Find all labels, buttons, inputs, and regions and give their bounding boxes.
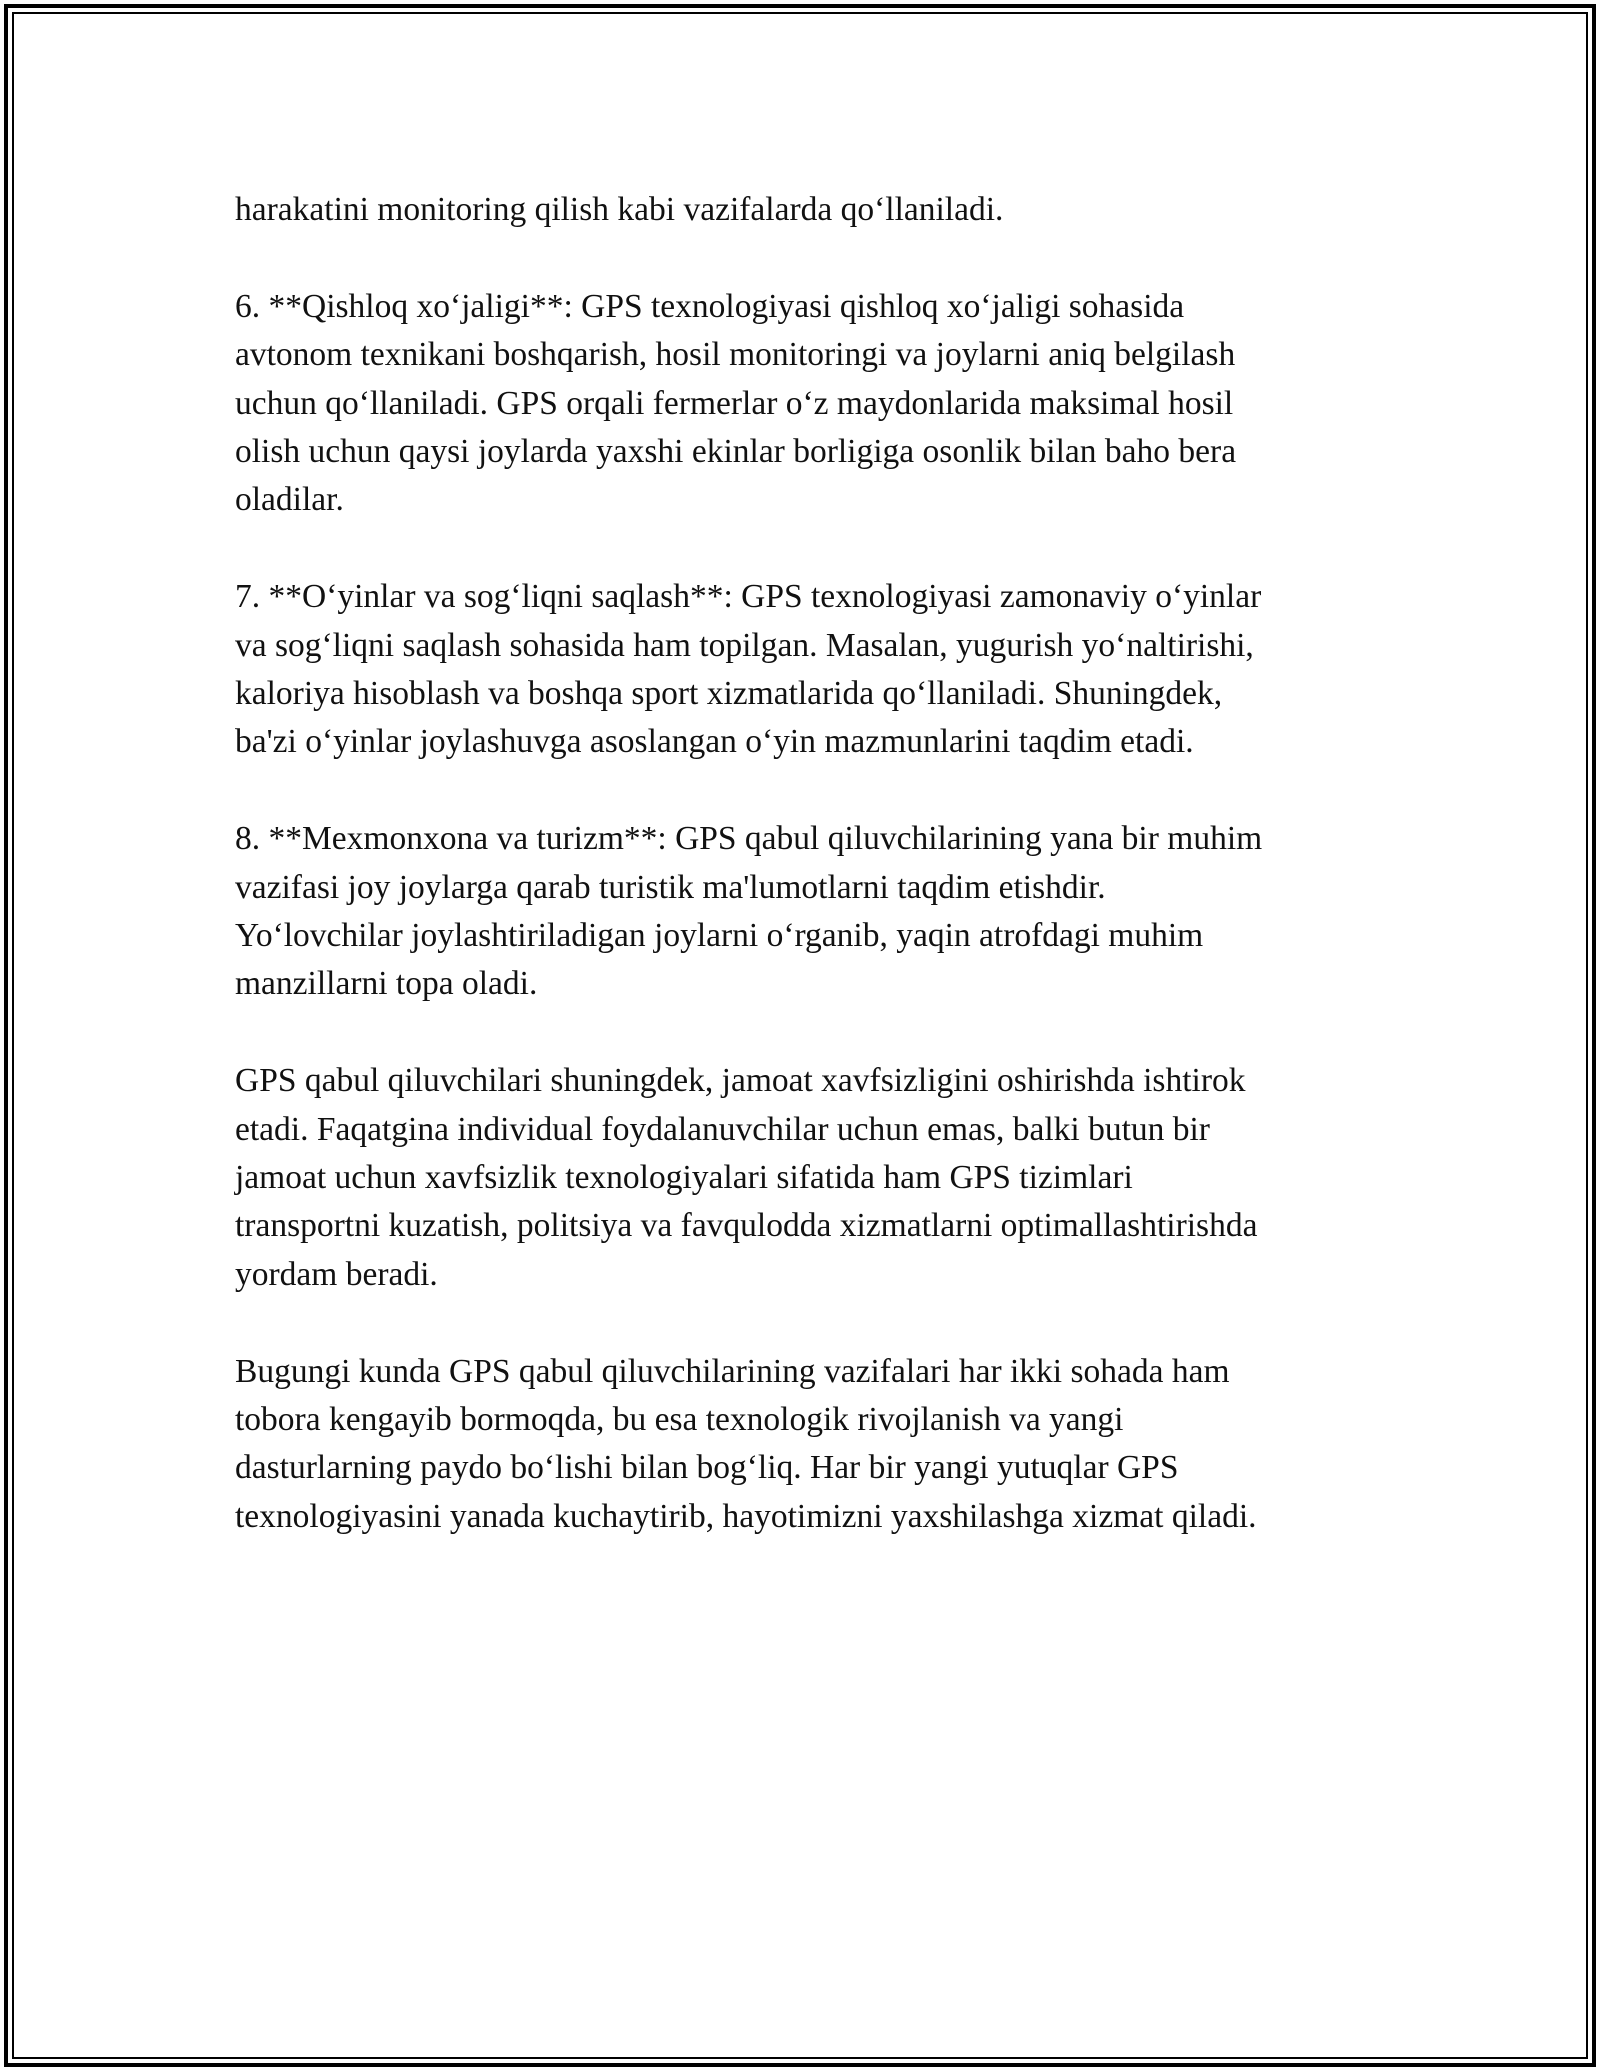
paragraph-games-health: 7. **O‘yinlar va sog‘liqni saqlash**: GPS texnologiyasi zamonaviy o‘yinlar va sog‘liqni saqlash sohasida ham topilgan. Masalan, yugurish yo‘naltirishi, kaloriya hisoblash va boshqa sport xizmatlarida qo‘llaniladi. Shuningdek, ba'zi o‘yinlar joylashuvga asoslangan o‘yin mazmunlarini taqdim etadi. — [235, 578, 1262, 761]
paragraph-hospitality-tourism: 8. **Mexmonxona va turizm**: GPS qabul qiluvchilarining yana bir muhim vazifasi joy joylarga qarab turistik ma'lumotlarni taqdim etishdir. Yo‘lovchilar joylashtiriladigan joylarni o‘rganib, yaqin atrofdagi muhim manzillarni topa oladi. — [235, 820, 1263, 1003]
paragraph-continuation: harakatini monitoring qilish kabi vazifalarda qo‘llaniladi. — [235, 191, 1004, 228]
paragraph-public-safety: GPS qabul qiluvchilari shuningdek, jamoat xavfsizligini oshirishda ishtirok etadi. Faqatgina individual foydalanuvchilar uchun emas, balki butun bir jamoat uchun xavfsizlik texnologiyalari sifatida ham GPS tizimlari transportni kuzatish, politsiya va favqulodda xizmatlarni optimallashtirishda yordam beradi. — [235, 1062, 1258, 1293]
document-body — [235, 186, 1375, 1541]
paragraph-conclusion: Bugungi kunda GPS qabul qiluvchilarining vazifalari har ikki sohada ham tobora kengayib bormoqda, bu esa texnologik rivojlanish va yangi dasturlarning paydo bo‘lishi bilan bog‘liq. Har bir yangi yutuqlar GPS texnologiyasini yanada kuchaytirib, hayotimizni yaxshilashga xizmat qiladi. — [235, 1352, 1257, 1535]
paragraph-agriculture: 6. **Qishloq xo‘jaligi**: GPS texnologiyasi qishloq xo‘jaligi sohasida avtonom texnikani boshqarish, hosil monitoringi va joylarni aniq belgilash uchun qo‘llaniladi. GPS orqali fermerlar o‘z maydonlarida maksimal hosil olish uchun qaysi joylarda yaxshi ekinlar borligiga osonlik bilan baho bera oladilar. — [235, 287, 1237, 519]
